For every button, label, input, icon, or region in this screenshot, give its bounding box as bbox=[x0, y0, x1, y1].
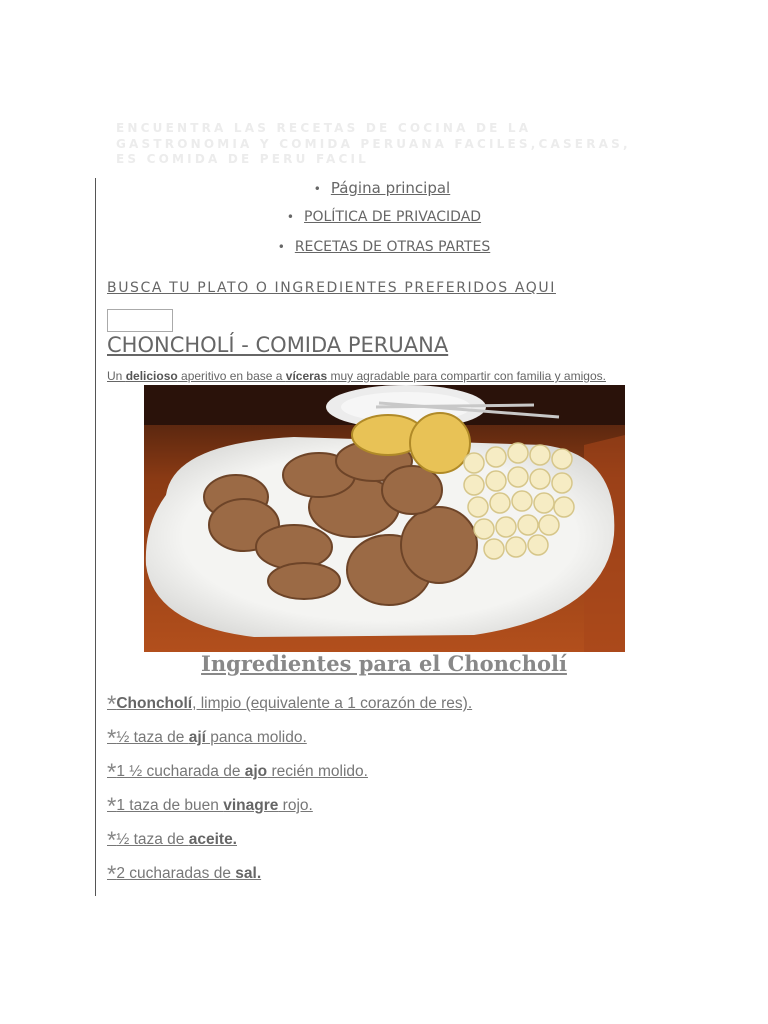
nav-item-home[interactable] bbox=[0, 179, 766, 197]
ingredient-item bbox=[107, 793, 313, 821]
ingredient-name: sal. bbox=[235, 865, 262, 882]
asterisk-icon: * bbox=[107, 691, 117, 718]
ingredient-item bbox=[107, 691, 472, 719]
intro-text: aperitivo en base a bbox=[177, 369, 286, 383]
ingredient-text: ½ taza de bbox=[116, 831, 189, 848]
ingredient-name: Choncholí bbox=[116, 695, 193, 712]
dish-photo bbox=[144, 385, 625, 652]
search-input[interactable] bbox=[107, 309, 173, 332]
intro-bold: delicioso bbox=[125, 369, 178, 383]
intro-text: muy agradable para compartir con familia y amigos. bbox=[327, 369, 606, 383]
ingredient-name: vinagre bbox=[223, 797, 279, 814]
asterisk-icon: * bbox=[107, 827, 117, 854]
ingredient-text: 1 taza de buen bbox=[116, 797, 224, 814]
ingredient-item bbox=[107, 725, 307, 753]
ingredient-item bbox=[107, 759, 368, 787]
bullet-icon: • bbox=[286, 210, 294, 224]
nav-item-other-recipes[interactable] bbox=[0, 239, 768, 255]
ingredient-name: ají bbox=[188, 729, 206, 746]
ingredient-text: rojo. bbox=[278, 797, 313, 814]
ingredient-text: 2 cucharadas de bbox=[116, 865, 236, 882]
intro-text: Un bbox=[107, 369, 126, 383]
nav-link-privacy[interactable]: POLÍTICA DE PRIVACIDAD bbox=[304, 209, 482, 225]
asterisk-icon: * bbox=[107, 861, 117, 888]
ingredient-name: aceite. bbox=[188, 831, 237, 848]
bullet-icon: • bbox=[277, 240, 285, 254]
ingredient-text: ½ taza de bbox=[116, 729, 189, 746]
ingredient-text: , limpio (equivalente a 1 corazón de res). bbox=[192, 695, 473, 712]
ingredient-text: panca molido. bbox=[205, 729, 307, 746]
post-intro bbox=[107, 369, 606, 383]
nav-link-home[interactable]: Página principal bbox=[330, 179, 451, 197]
nav-item-privacy[interactable] bbox=[0, 209, 768, 225]
asterisk-icon: * bbox=[107, 725, 117, 752]
ingredient-item bbox=[107, 861, 261, 889]
search-label[interactable]: BUSCA TU PLATO O INGREDIENTES PREFERIDOS AQUI bbox=[107, 280, 556, 296]
nav-link-other-recipes[interactable]: RECETAS DE OTRAS PARTES bbox=[294, 239, 491, 255]
asterisk-icon: * bbox=[107, 759, 117, 786]
site-description: ENCUENTRA LAS RECETAS DE COCINA DE LA GASTRONOMIA Y COMIDA PERUANA FACILES,CASERAS, ES COMIDA DE PERU FACIL bbox=[116, 121, 631, 166]
ingredient-text: 1 ½ cucharada de bbox=[116, 763, 245, 780]
ingredients-heading: Ingredientes para el Choncholí bbox=[201, 651, 567, 676]
asterisk-icon: * bbox=[107, 793, 117, 820]
bullet-icon: • bbox=[313, 182, 321, 196]
sidebar-rule bbox=[95, 178, 96, 896]
intro-bold: víceras bbox=[285, 369, 328, 383]
ingredient-item bbox=[107, 827, 237, 855]
post-title[interactable]: CHONCHOLÍ - COMIDA PERUANA bbox=[107, 333, 449, 357]
ingredient-text: recién molido. bbox=[267, 763, 368, 780]
ingredient-name: ajo bbox=[244, 763, 268, 780]
